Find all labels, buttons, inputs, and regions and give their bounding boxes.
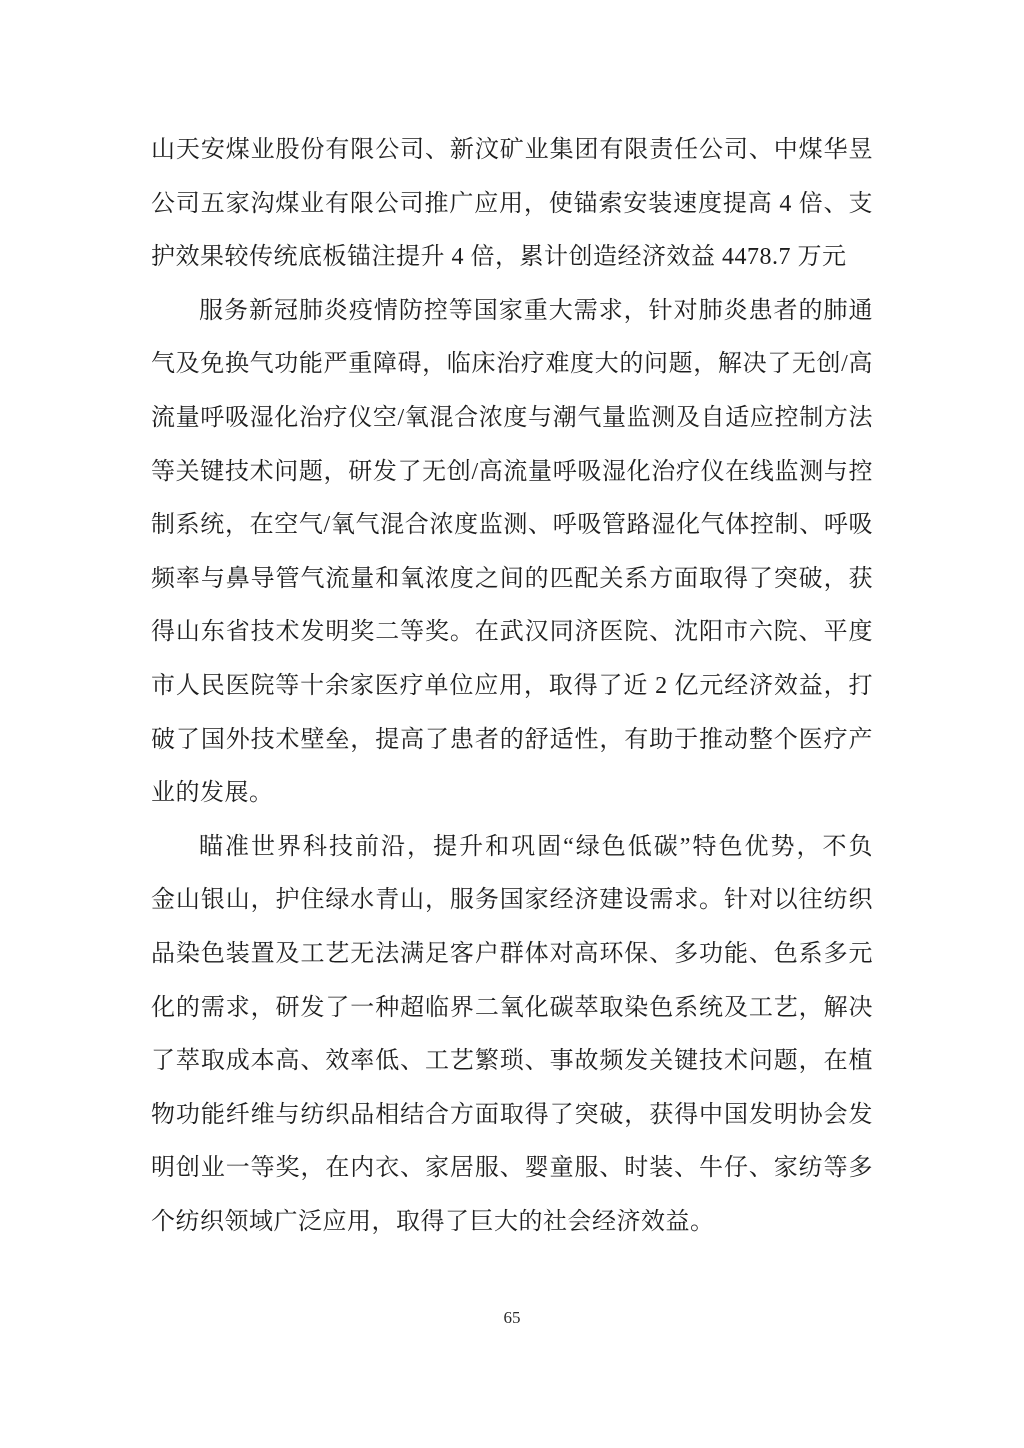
text-line: 服务新冠肺炎疫情防控等国家重大需求，针对肺炎患者的肺通 [199,297,873,324]
text-line: 化的需求，研发了一种超临界二氧化碳萃取染色系统及工艺，解决 [151,994,873,1021]
text-line: 频率与鼻导管气流量和氧浓度之间的匹配关系方面取得了突破，获 [151,565,873,592]
text-line: 等关键技术问题，研发了无创/高流量呼吸湿化治疗仪在线监测与控 [151,458,873,485]
text-line: 金山银山，护住绿水青山，服务国家经济建设需求。针对以往纺织 [151,887,873,914]
document-body [151,124,873,1249]
paragraph-1 [151,124,873,285]
text-line: 明创业一等奖，在内衣、家居服、婴童服、时装、牛仔、家纺等多 [151,1155,873,1182]
text-line: 了萃取成本高、效率低、工艺繁琐、事故频发关键技术问题，在植 [151,1048,873,1075]
text-line: 品染色装置及工艺无法满足客户群体对高环保、多功能、色系多元 [151,940,873,967]
text-line: 制系统，在空气/氧气混合浓度监测、呼吸管路湿化气体控制、呼吸 [151,512,873,539]
text-line: 山天安煤业股份有限公司、新汶矿业集团有限责任公司、中煤华昱 [151,137,873,163]
text-line: 业的发展。 [151,780,274,807]
text-line: 瞄准世界科技前沿，提升和巩固“绿色低碳”特色优势，不负 [199,833,873,860]
paragraph-2 [151,285,873,821]
text-line: 个纺织领域广泛应用，取得了巨大的社会经济效益。 [151,1208,715,1235]
page-number: 65 [503,1308,521,1327]
text-line: 护效果较传统底板锚注提升 4 倍，累计创造经济效益 4478.7 万元 [151,244,847,271]
text-line: 得山东省技术发明奖二等奖。在武汉同济医院、沈阳市六院、平度 [151,619,873,646]
text-line: 公司五家沟煤业有限公司推广应用，使锚索安装速度提高 4 倍、支 [151,190,873,217]
text-line: 破了国外技术壁垒，提高了患者的舒适性，有助于推动整个医疗产 [151,726,873,753]
page-footer [0,1306,1024,1330]
text-line: 流量呼吸湿化治疗仪空/氧混合浓度与潮气量监测及自适应控制方法 [151,404,873,431]
paragraph-3 [151,821,873,1250]
text-line: 气及免换气功能严重障碍，临床治疗难度大的问题，解决了无创/高 [151,351,873,378]
text-line: 物功能纤维与纺织品相结合方面取得了突破，获得中国发明协会发 [151,1101,873,1128]
text-line: 市人民医院等十余家医疗单位应用，取得了近 2 亿元经济效益，打 [151,672,873,699]
